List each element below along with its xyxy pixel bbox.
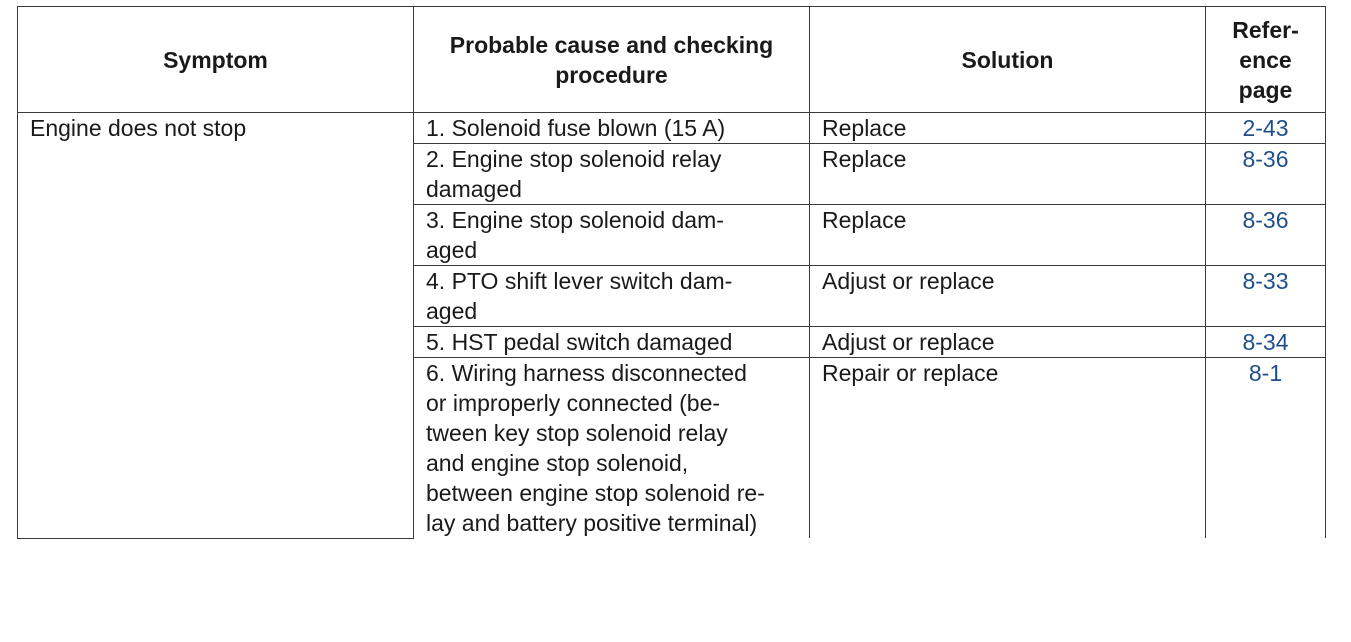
header-cause: Probable cause and checking procedure: [414, 7, 810, 113]
reference-link[interactable]: 8-36: [1206, 144, 1326, 205]
cause-cell: 3. Engine stop solenoid dam- aged: [414, 205, 810, 266]
cause-cell: 5. HST pedal switch damaged: [414, 327, 810, 358]
symptom-cell: Engine does not stop: [18, 113, 414, 539]
solution-cell: Replace: [810, 113, 1206, 144]
cause-cell: 1. Solenoid fuse blown (15 A): [414, 113, 810, 144]
solution-cell: Adjust or replace: [810, 266, 1206, 327]
solution-cell: Adjust or replace: [810, 327, 1206, 358]
reference-link[interactable]: 8-33: [1206, 266, 1326, 327]
header-symptom: Symptom: [18, 7, 414, 113]
reference-link[interactable]: 2-43: [1206, 113, 1326, 144]
header-reference: Refer- ence page: [1206, 7, 1326, 113]
header-row: [18, 7, 1326, 113]
cause-cell: 6. Wiring harness disconnected or improperly connected (be- tween key stop solenoid relay and engine stop solenoid, between engine stop solenoid re- lay and battery positive terminal): [414, 358, 810, 539]
table-row: [18, 113, 1326, 144]
solution-cell: Replace: [810, 205, 1206, 266]
cause-cell: 4. PTO shift lever switch dam- aged: [414, 266, 810, 327]
reference-link[interactable]: 8-1: [1206, 358, 1326, 539]
reference-link[interactable]: 8-34: [1206, 327, 1326, 358]
cause-cell: 2. Engine stop solenoid relay damaged: [414, 144, 810, 205]
reference-link[interactable]: 8-36: [1206, 205, 1326, 266]
solution-cell: Replace: [810, 144, 1206, 205]
troubleshooting-table: [17, 6, 1326, 539]
header-solution: Solution: [810, 7, 1206, 113]
solution-cell: Repair or replace: [810, 358, 1206, 539]
